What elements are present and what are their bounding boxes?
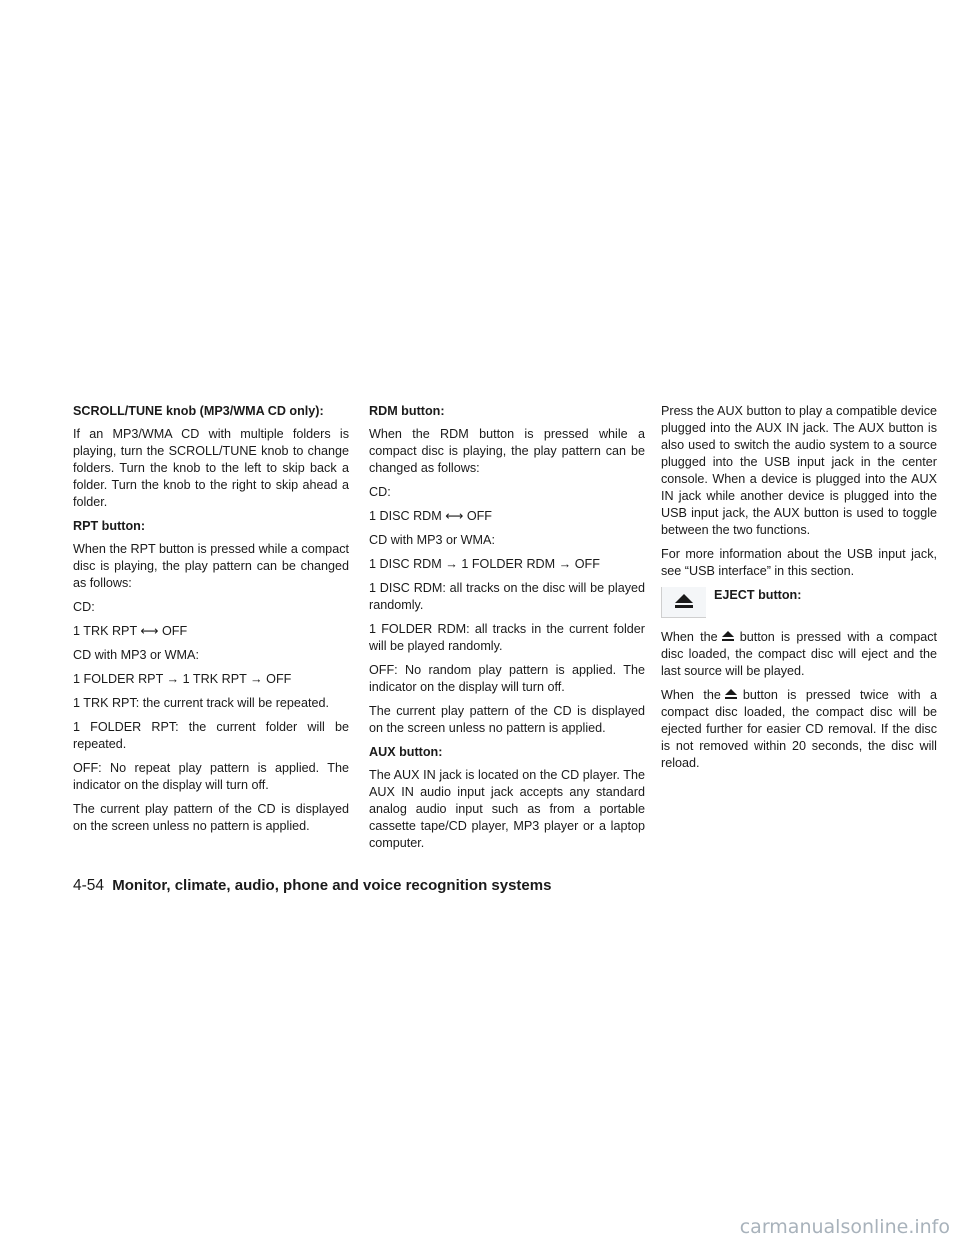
trk-rpt-desc: 1 TRK RPT: the current track will be repeated. <box>73 696 329 710</box>
aux-press-text: Press the AUX button to play a compatible device plugged into the AUX IN jack. The AUX button is also used to switch the audio system to a source plugged into the USB input jack in the center console. When a device is plugged into the AUX IN jack while another device is plugged into the USB input jack, the AUX button is used to toggle between the two functions. <box>661 404 937 537</box>
rpt-mp3-pattern: 1 FOLDER RPT → 1 TRK RPT → OFF <box>73 672 292 686</box>
eject-twice-desc: button is pressed twice with a compact disc loaded, the compact disc will be ejected further for easier CD removal. If the disc is not removed within 20 seconds, the disc will reload. <box>661 688 938 770</box>
rdm-current-desc: The current play pattern of the CD is displayed on the screen unless no pattern is applied. <box>369 704 645 735</box>
when-the-label: When the <box>661 630 718 644</box>
usb-info-text: For more information about the USB input jack, see “USB interface” in this section. <box>661 547 937 578</box>
section-title: Monitor, climate, audio, phone and voice recognition systems <box>112 877 552 894</box>
eject-heading: EJECT button: <box>714 588 802 602</box>
eject-section-header <box>661 587 937 621</box>
scroll-tune-heading: SCROLL/TUNE knob (MP3/WMA CD only): <box>73 404 324 418</box>
rpt-cd-pattern: 1 TRK RPT ⟷ OFF <box>73 624 188 638</box>
scroll-tune-text: If an MP3/WMA CD with multiple folders is playing, turn the SCROLL/TUNE knob to change folders. Turn the knob to the left to skip back a folder. Turn the knob to the right to skip ahead a folder. <box>73 427 349 509</box>
rpt-current-desc: The current play pattern of the CD is displayed on the screen unless no pattern is applied. <box>73 802 349 833</box>
eject-once-desc: button is pressed with a compact disc loaded, the compact disc will eject and the last source will be played. <box>661 630 937 678</box>
rpt-text: When the RPT button is pressed while a compact disc is playing, the play pattern can be changed as follows: <box>73 542 349 590</box>
column-2 <box>369 403 645 859</box>
aux-text: The AUX IN jack is located on the CD player. The AUX IN audio input jack accepts any standard analog audio input such as from a portable cassette tape/CD player, MP3 player or a laptop computer. <box>369 768 645 850</box>
folder-rdm-desc: 1 FOLDER RDM: all tracks in the current folder will be played randomly. <box>369 622 645 653</box>
eject-icon <box>674 593 694 609</box>
aux-heading: AUX button: <box>369 745 443 759</box>
rpt-cd-label: CD: <box>73 600 95 614</box>
eject-icon <box>725 689 737 700</box>
rdm-heading: RDM button: <box>369 404 445 418</box>
disc-rdm-desc: 1 DISC RDM: all tracks on the disc will be played randomly. <box>369 581 645 612</box>
rpt-mp3-label: CD with MP3 or WMA: <box>73 648 199 662</box>
rdm-mp3-pattern: 1 DISC RDM → 1 FOLDER RDM → OFF <box>369 557 600 571</box>
rpt-off-desc: OFF: No repeat play pattern is applied. The indicator on the display will turn off. <box>73 761 349 792</box>
watermark: carmanualsonline.info <box>739 1216 950 1238</box>
rpt-heading: RPT button: <box>73 519 146 533</box>
page-footer <box>73 877 551 895</box>
rdm-cd-pattern: 1 DISC RDM ⟷ OFF <box>369 509 493 523</box>
column-3 <box>661 403 937 779</box>
when-the-label: When the <box>661 688 721 702</box>
rdm-mp3-label: CD with MP3 or WMA: <box>369 533 495 547</box>
column-1 <box>73 403 349 842</box>
page-number: 4-54 <box>73 877 105 894</box>
eject-icon <box>722 631 734 642</box>
rdm-text: When the RDM button is pressed while a compact disc is playing, the play pattern can be changed as follows: <box>369 427 645 475</box>
eject-once-text <box>661 629 937 680</box>
rdm-off-desc: OFF: No random play pattern is applied. The indicator on the display will turn off. <box>369 663 645 694</box>
eject-twice-text <box>661 687 937 772</box>
rdm-cd-label: CD: <box>369 485 391 499</box>
folder-rpt-desc: 1 FOLDER RPT: the current folder will be repeated. <box>73 720 349 751</box>
eject-icon-box <box>661 587 706 618</box>
